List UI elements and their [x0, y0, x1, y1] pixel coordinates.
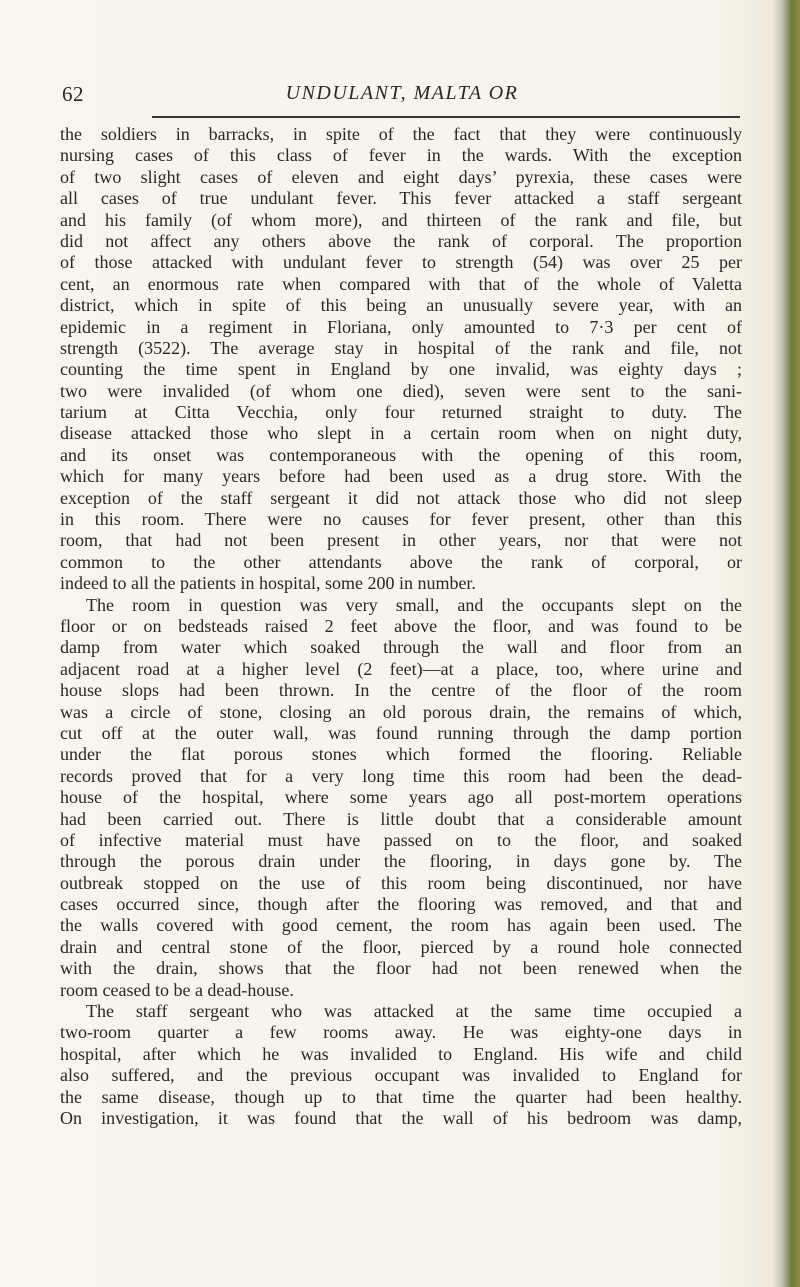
text-line: outbreak stopped on the use of this room being discontinued, nor have [60, 872, 742, 893]
text-line: was a circle of stone, closing an old porous drain, the remains of which, [60, 701, 742, 722]
body-text [60, 124, 742, 1129]
text-line: house slops had been thrown. In the centre of the floor of the room [60, 680, 742, 701]
header-rule [152, 116, 740, 118]
page-edge-shadow [772, 0, 800, 1287]
text-line: indeed to all the patients in hospital, some 200 in number. [60, 573, 476, 594]
text-line: district, which in spite of this being an unusually severe year, with an [60, 295, 742, 316]
page-number: 62 [62, 82, 84, 106]
text-line: did not affect any others above the rank of corporal. The proportion [60, 230, 742, 251]
text-line: cut off at the outer wall, was found running through the damp portion [60, 722, 742, 743]
text-line: room ceased to be a dead-house. [60, 979, 294, 1000]
text-line: epidemic in a regiment in Floriana, only amounted to 7·3 per cent of [60, 316, 742, 337]
text-line: house of the hospital, where some years ago all post-mortem operations [60, 787, 742, 808]
text-line: and his family (of whom more), and thirteen of the rank and file, but [60, 209, 742, 230]
text-line: The room in question was very small, and the occupants slept on the [86, 594, 742, 615]
text-line: of infective material must have passed on to the floor, and soaked [60, 829, 742, 850]
text-line: common to the other attendants above the rank of corporal, or [60, 551, 742, 572]
text-line: damp from water which soaked through the wall and floor from an [60, 637, 742, 658]
text-line: tarium at Citta Vecchia, only four returned straight to duty. The [60, 402, 742, 423]
text-line: cent, an enormous rate when compared with that of the whole of Valetta [60, 273, 742, 294]
text-line: The staff sergeant who was attacked at the same time occupied a [86, 1001, 742, 1022]
text-line: and its onset was contemporaneous with the opening of this room, [60, 444, 742, 465]
text-line: in this room. There were no causes for fever present, other than this [60, 509, 742, 530]
text-line: two-room quarter a few rooms away. He was eighty-one days in [60, 1022, 742, 1043]
text-line: room, that had not been present in other years, nor that were not [60, 530, 742, 551]
text-line: exception of the staff sergeant it did not attack those who did not sleep [60, 487, 742, 508]
text-line: the soldiers in barracks, in spite of the fact that they were continuously [60, 124, 742, 144]
text-line: of those attacked with undulant fever to strength (54) was over 25 per [60, 252, 742, 273]
text-line: adjacent road at a higher level (2 feet)—at a place, too, where urine and [60, 658, 742, 679]
text-line: which for many years before had been used as a drug store. With the [60, 466, 742, 487]
running-head: UNDULANT, MALTA OR [285, 82, 519, 104]
text-line: drain and central stone of the floor, pierced by a round hole connected [60, 936, 742, 957]
text-line: On investigation, it was found that the wall of his bedroom was damp, [60, 1107, 742, 1128]
text-line: records proved that for a very long time this room had been the dead- [60, 765, 742, 786]
text-line: hospital, after which he was invalided to England. His wife and child [60, 1043, 742, 1064]
text-line: cases occurred since, though after the flooring was removed, and that and [60, 894, 742, 915]
page-header [62, 82, 742, 106]
text-line: under the flat porous stones which formed the flooring. Reliable [60, 744, 742, 765]
text-line: the same disease, though up to that time the quarter had been healthy. [60, 1086, 742, 1107]
text-line: with the drain, shows that the floor had not been renewed when the [60, 958, 742, 979]
text-line: the walls covered with good cement, the room has again been used. The [60, 915, 742, 936]
text-line: counting the time spent in England by one invalid, was eighty days ; [60, 359, 742, 380]
text-line: also suffered, and the previous occupant was invalided to England for [60, 1065, 742, 1086]
text-line: all cases of true undulant fever. This fever attacked a staff sergeant [60, 188, 742, 209]
text-line: had been carried out. There is little doubt that a considerable amount [60, 808, 742, 829]
text-line: through the porous drain under the flooring, in days gone by. The [60, 851, 742, 872]
text-line: of two slight cases of eleven and eight days’ pyrexia, these cases were [60, 166, 742, 187]
text-line: nursing cases of this class of fever in the wards. With the exception [60, 145, 742, 166]
text-line: floor or on bedsteads raised 2 feet above the floor, and was found to be [60, 615, 742, 636]
text-line: two were invalided (of whom one died), seven were sent to the sani- [60, 380, 742, 401]
text-line: strength (3522). The average stay in hospital of the rank and file, not [60, 337, 742, 358]
text-line: disease attacked those who slept in a certain room when on night duty, [60, 423, 742, 444]
